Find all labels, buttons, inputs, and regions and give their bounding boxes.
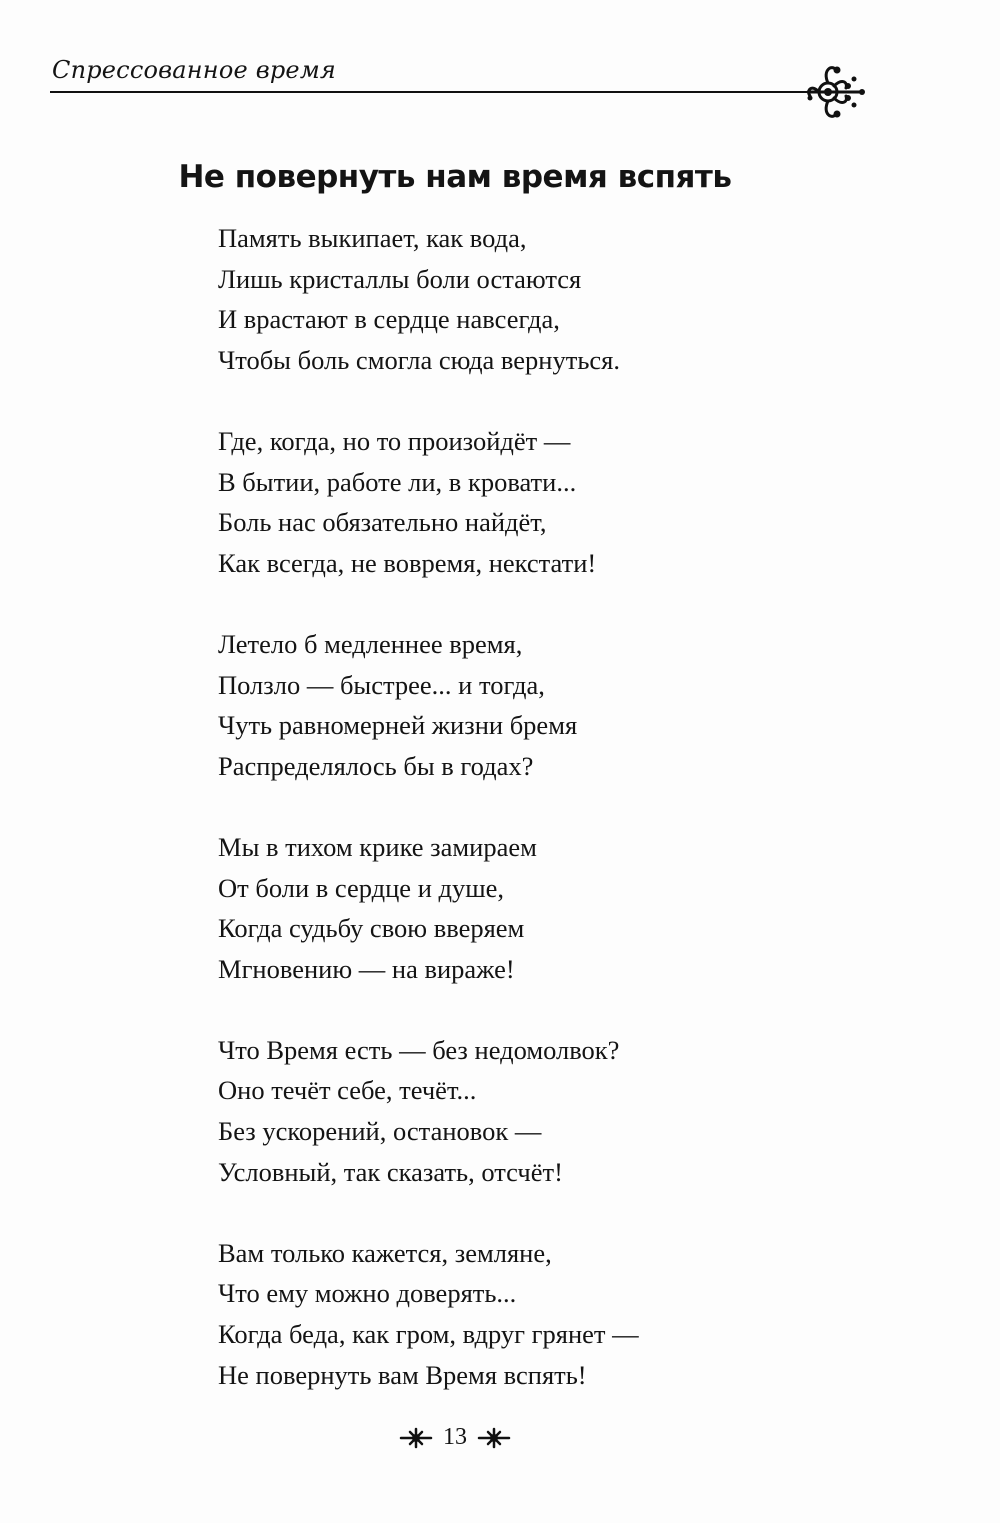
running-head-title: Спрессованное время [52,56,337,84]
stanza [218,218,639,380]
poem-line: Без ускорений, остановок — [218,1116,542,1147]
poem-line: Вам только кажется, земляне, [218,1237,552,1268]
poem-line: Ползло — быстрее... и тогда, [218,669,545,700]
poem-line: Когда судьбу свою вверяем [218,913,525,944]
poem-line: Не повернуть вам Время вспять! [218,1359,587,1390]
stanza [218,1030,639,1192]
poem-line: Лишь кристаллы боли остаются [218,263,582,294]
stanza [218,624,639,786]
stanza [218,1233,639,1395]
poem-line: Память выкипает, как вода, [218,223,527,253]
floral-flourish-icon [798,56,870,128]
poem-line: Чтобы боль смогла сюда вернуться. [218,344,620,375]
poem-line: Как всегда, не вовремя, некстати! [218,547,597,578]
poem-line: В бытии, работе ли, в кровати... [218,466,577,497]
poem-line: Летело б медленнее время, [218,628,523,659]
stanza [218,827,639,989]
poem-line: Распределялось бы в годах? [218,750,534,781]
poem-line: Когда беда, как гром, вдруг грянет — [218,1319,639,1350]
snowflake-ornament-icon [399,1427,433,1449]
poem-body [218,218,639,1436]
snowflake-ornament-icon [477,1427,511,1449]
poem-line: От боли в сердце и душе, [218,872,505,903]
poem-line: Что Время есть — без недомолвок? [218,1034,620,1065]
poem-line: Где, когда, но то произойдёт — [218,425,571,456]
poem-line: Боль нас обязательно найдёт, [218,507,547,538]
poem-line: Условный, так сказать, отсчёт! [218,1156,563,1187]
poem-line: Мгновению — на вираже! [218,953,515,984]
page-footer [0,1424,910,1451]
poem-line: Что ему можно доверять... [218,1278,517,1309]
header-rule [50,91,810,93]
poem-line: И врастают в сердце навсегда, [218,304,560,335]
stanza [218,421,639,583]
poem-line: Чуть равномерней жизни бремя [218,710,578,741]
page-number: 13 [443,1424,467,1450]
poem-title: Не повернуть нам время вспять [178,158,732,195]
poem-line: Мы в тихом крике замираем [218,831,537,862]
poem-line: Оно течёт себе, течёт... [218,1075,477,1106]
